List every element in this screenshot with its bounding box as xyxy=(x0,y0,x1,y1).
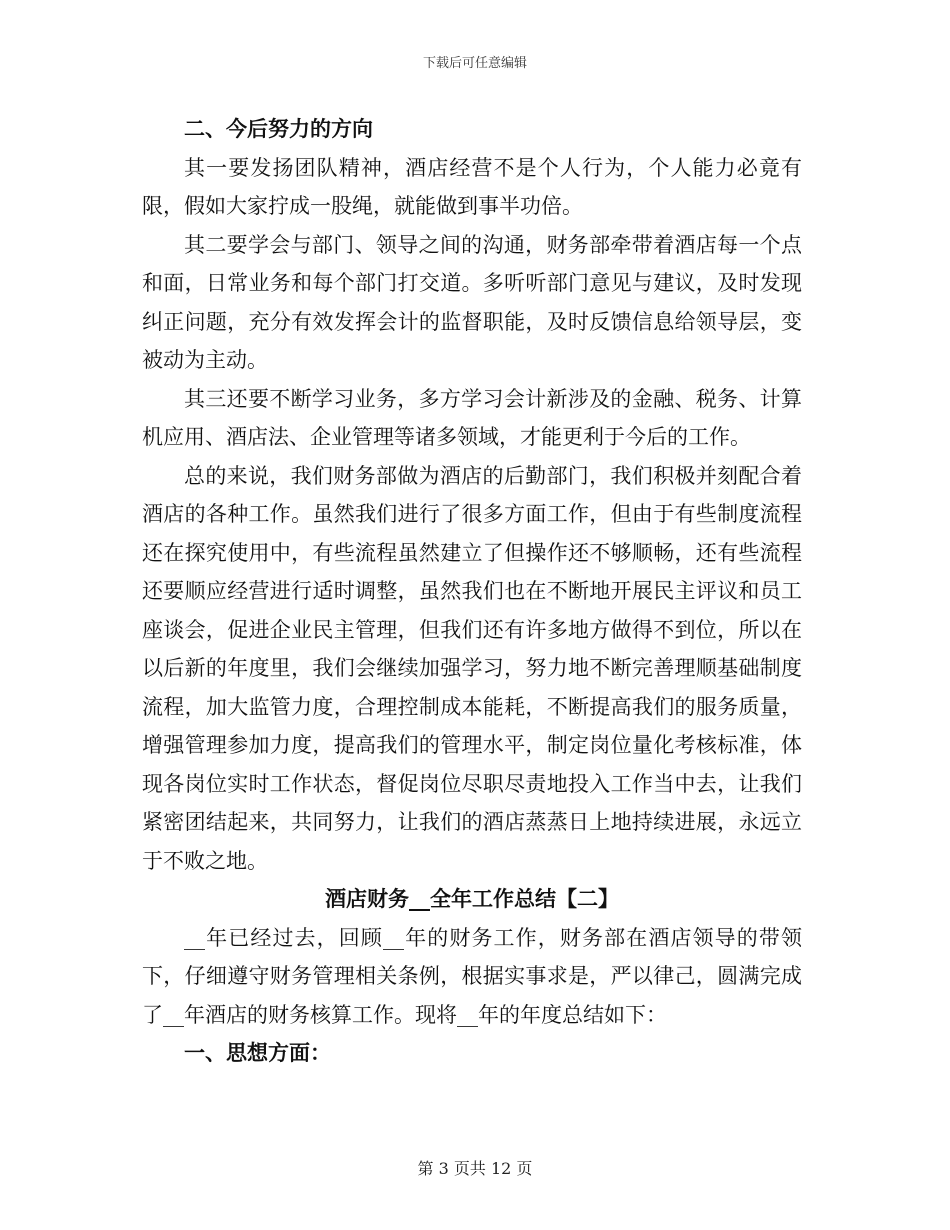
page-footer: 第 3 页共 12 页 xyxy=(417,1159,533,1178)
document-body xyxy=(142,110,802,1073)
page-header: 下载后可任意编辑 xyxy=(422,56,527,71)
subheading-thought: 一、思想方面： xyxy=(184,1040,331,1065)
paragraph-learning: 其三还要不断学习业务，多方学习会计新涉及的金融、税务、计算机应用、酒店法、企业管理等诸多领域，才能更利于今后的工作。 xyxy=(142,386,802,449)
paragraph-communication: 其二要学会与部门、领导之间的沟通，财务部牵带着酒店每一个点和面，日常业务和每个部门打交道。多听听部门意见与建议，及时发现纠正问题，充分有效发挥会计的监督职能，及时反馈信息给领导层，变被动为主动。 xyxy=(142,232,802,372)
paragraph-teamwork: 其一要发扬团队精神，酒店经营不是个人行为，个人能力必竟有限，假如大家拧成一股绳，就能做到事半功倍。 xyxy=(142,155,802,218)
paragraph-summary: 总的来说，我们财务部做为酒店的后勤部门，我们积极并刻配合着酒店的各种工作。虽然我们进行了很多方面工作，但由于有些制度流程还在探究使用中，有些流程虽然建立了但操作还不够顺畅，还有些流程还要顺应经营进行适时调整，虽然我们也在不断地开展民主评议和员工座谈会，促进企业民主管理，但我们还有许多地方做得不到位，所以在以后新的年度里，我们会继续加强学习，努力地不断完善理顺基础制度流程，加大监管力度，合理控制成本能耗，不断提高我们的服务质量，增强管理参加力度，提高我们的管理水平，制定岗位量化考核标准，体现各岗位实时工作状态，督促岗位尽职尽责地投入工作当中去，让我们紧密团结起来，共同努力，让我们的酒店蒸蒸日上地持续进展，永远立于不败之地。 xyxy=(142,463,802,873)
section-heading: 二、今后努力的方向 xyxy=(184,116,373,141)
document-title: 酒店财务__全年工作总结【二】 xyxy=(325,886,619,911)
paragraph-intro: __年已经过去，回顾__年的财务工作，财务部在酒店领导的带领下，仔细遵守财务管理相关条例，根据实事求是，严以律己，圆满完成了__年酒店的财务核算工作。现将__年的年度总结如下： xyxy=(142,925,802,1027)
